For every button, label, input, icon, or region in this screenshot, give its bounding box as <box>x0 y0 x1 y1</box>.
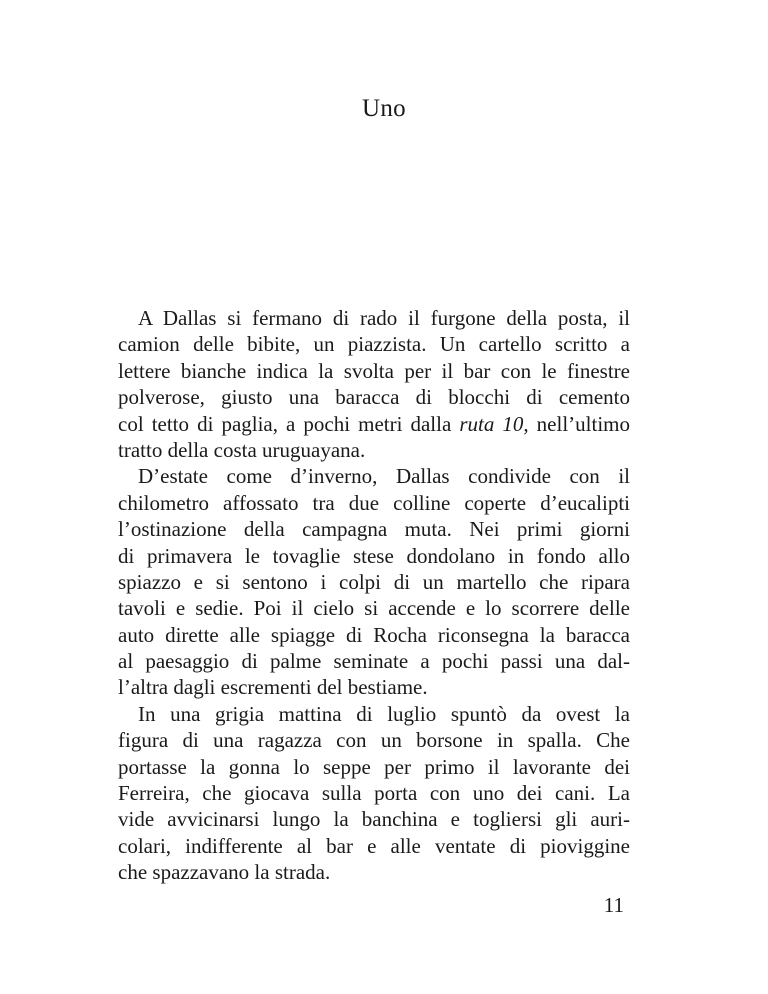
text-fragment: , nell’ultimo <box>523 411 631 436</box>
text-line: auto dirette alle spiagge di Rocha riconsegna la baracca <box>118 622 630 647</box>
text-line <box>118 411 630 437</box>
text-line: lettere bianche indica la svolta per il bar con le finestre <box>118 358 630 383</box>
text-line: di primavera le tovaglie stese dondolano in fondo allo <box>118 543 630 568</box>
text-line: Ferreira, che giocava sulla porta con uno dei cani. La <box>118 781 630 806</box>
text-line: tavoli e sedie. Poi il cielo si accende e lo scorrere delle <box>118 596 630 621</box>
text-line: spiazzo e si sentono i colpi di un martello che ripara <box>118 569 630 594</box>
text-line: portasse la gonna lo seppe per primo il lavorante dei <box>118 754 630 779</box>
text-line: D’estate come d’inverno, Dallas condivide con il <box>138 464 630 489</box>
text-line: camion delle bibite, un piazzista. Un cartello scritto a <box>118 332 630 357</box>
text-line: chilometro affossato tra due colline coperte d’eucalipti <box>118 490 630 515</box>
chapter-title: Uno <box>362 95 406 122</box>
text-line: vide avvicinarsi lungo la banchina e togliersi gli auri- <box>118 807 630 832</box>
text-line: polverose, giusto una baracca di blocchi di cemento <box>118 385 630 410</box>
page-number: 11 <box>603 893 624 917</box>
text-line: l’ostinazione della campagna muta. Nei primi giorni <box>118 517 630 542</box>
text-fragment: col tetto di paglia, a pochi metri dalla <box>118 411 460 436</box>
text-line: che spazzavano la strada. <box>118 860 331 885</box>
text-line: l’altra dagli escrementi del bestiame. <box>118 675 428 700</box>
body-text <box>118 305 630 886</box>
text-line: colari, indifferente al bar e alle ventate di pioviggine <box>118 833 630 858</box>
text-line: al paesaggio di palme seminate a pochi passi una dal- <box>118 649 630 674</box>
italic-road-name: ruta 10 <box>459 411 524 436</box>
text-line: A Dallas si fermano di rado il furgone della posta, il <box>138 306 630 330</box>
text-line: figura di una ragazza con un borsone in spalla. Che <box>118 728 630 753</box>
text-line: tratto della costa uruguayana. <box>118 437 366 462</box>
text-line: In una grigia mattina di luglio spuntò da ovest la <box>138 701 630 726</box>
